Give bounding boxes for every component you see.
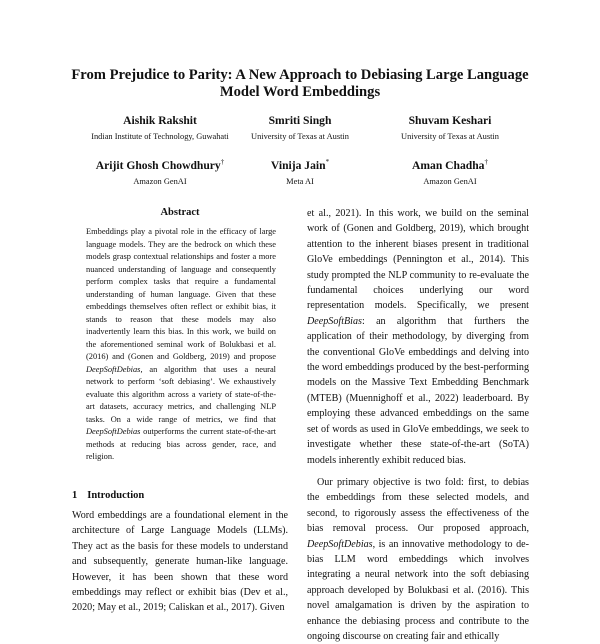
- title-line-1: From Prejudice to Parity: A New Approach to Debiasing Large Language: [71, 67, 529, 83]
- author-name: Vinija Jain*: [270, 158, 330, 172]
- author-block: [360, 110, 540, 142]
- author-name: Aishik Rakshit: [123, 113, 197, 127]
- section-number: 1: [72, 490, 78, 501]
- section-heading-introduction: [72, 489, 144, 502]
- abstract-heading: Abstract: [160, 207, 200, 218]
- title-line-2: Model Word Embeddings: [219, 84, 381, 100]
- author-name: Smriti Singh: [268, 113, 332, 127]
- introduction-text: Word embeddings are a foundational element in the architecture of Large Language Models (LLMs). They act as the basis for these models to understand and subsequently, generate human-like language. However, it has been shown that these word embeddings may reflect or exhibit bias (Dev et al., 2020; May et al., 2019; Caliskan et al., 2017). Given: [72, 510, 288, 614]
- method-name: DeepSoftDebias: [307, 538, 373, 550]
- author-affiliation: Amazon GenAI: [133, 176, 187, 186]
- author-name: Aman Chadha†: [412, 158, 488, 172]
- method-name: DeepSoftBias: [307, 315, 362, 327]
- author-affiliation: Amazon GenAI: [423, 176, 477, 186]
- method-name: DeepSoftDebias: [86, 364, 141, 374]
- author-name: Arijit Ghosh Chowdhury†: [95, 158, 225, 172]
- abstract-text: Embeddings play a pivotal role in the efficacy of large language models. They are the bedrock on which these models grasp contextual relationships and foster a more nuanced understanding of language and consequently perform complex tasks that require a fundamental understanding of human language. Given that these embeddings themselves often reflect or exhibit bias, it stands to reason that these models may also inadvertently learn this bias. In this work, we build on the aforementioned seminal work of Bolukbasi et al. (2016) and (Gonen and Goldberg, 2019) and propose DeepSoftDebias, an algorithm that uses a neural network to perform ‘soft debiasing’. We exhaustively evaluate this algorithm across a variety of state-of-the-art datasets, accuracy metrics, and challenging NLP tasks. On a wide range of metrics, we find that DeepSoftDebias outperforms the current state-of-the-art methods at reducing bias across gender, race, and religion.: [86, 227, 276, 461]
- left-column: [72, 206, 288, 464]
- author-affiliation: University of Texas at Austin: [251, 131, 349, 141]
- method-name: DeepSoftDebias: [86, 427, 141, 436]
- paper-title: [60, 67, 540, 101]
- paragraph: et al., 2021). In this work, we build on the seminal work of (Gonen and Goldberg, 2019), which brought attention to the inherent biases present in traditional GloVe embeddings (Pennington et al., 2014). This study prompted the NLP community to re-evaluate the fundamental choices underlying our word representation models. Specifically, we present DeepSoftBias: an algorithm that furthers the application of their methodology, by diverging from the conventional GloVe embeddings and delving into the word embeddings produced by the best-performing models on the Massive Text Embedding Benchmark (MTEB) (Muennighoff et al., 2022) leaderboard. By employing these advanced embeddings on the same set of words as used in GloVe embeddings, we seek to investigate whether these state-of-the-art (SoTA) models inherently exhibit reduced bias.: [307, 208, 530, 466]
- right-column: [307, 206, 529, 644]
- author-affiliation: University of Texas at Austin: [401, 131, 499, 141]
- author-affiliation: Meta AI: [286, 176, 314, 186]
- paragraph: Our primary objective is two fold: first, to debias the embeddings from these selected models, and second, to rigorously assess the effectiveness of the bias removal process. Our proposed approach, DeepSoftDebias, is an innovative methodology to de-bias LLM word embeddings which involves integrating a neural network into the soft debiasing approach developed by Bolukbasi et al. (2016). This novel amalgamation is driven by the aspiration to enhance the debiasing process and contribute to the ongoing discourse on creating fair and ethically: [307, 476, 529, 642]
- author-block: [360, 155, 540, 187]
- author-name: Shuvam Keshari: [408, 113, 492, 127]
- section-title: Introduction: [87, 490, 145, 501]
- author-affiliation: Indian Institute of Technology, Guwahati: [91, 131, 229, 141]
